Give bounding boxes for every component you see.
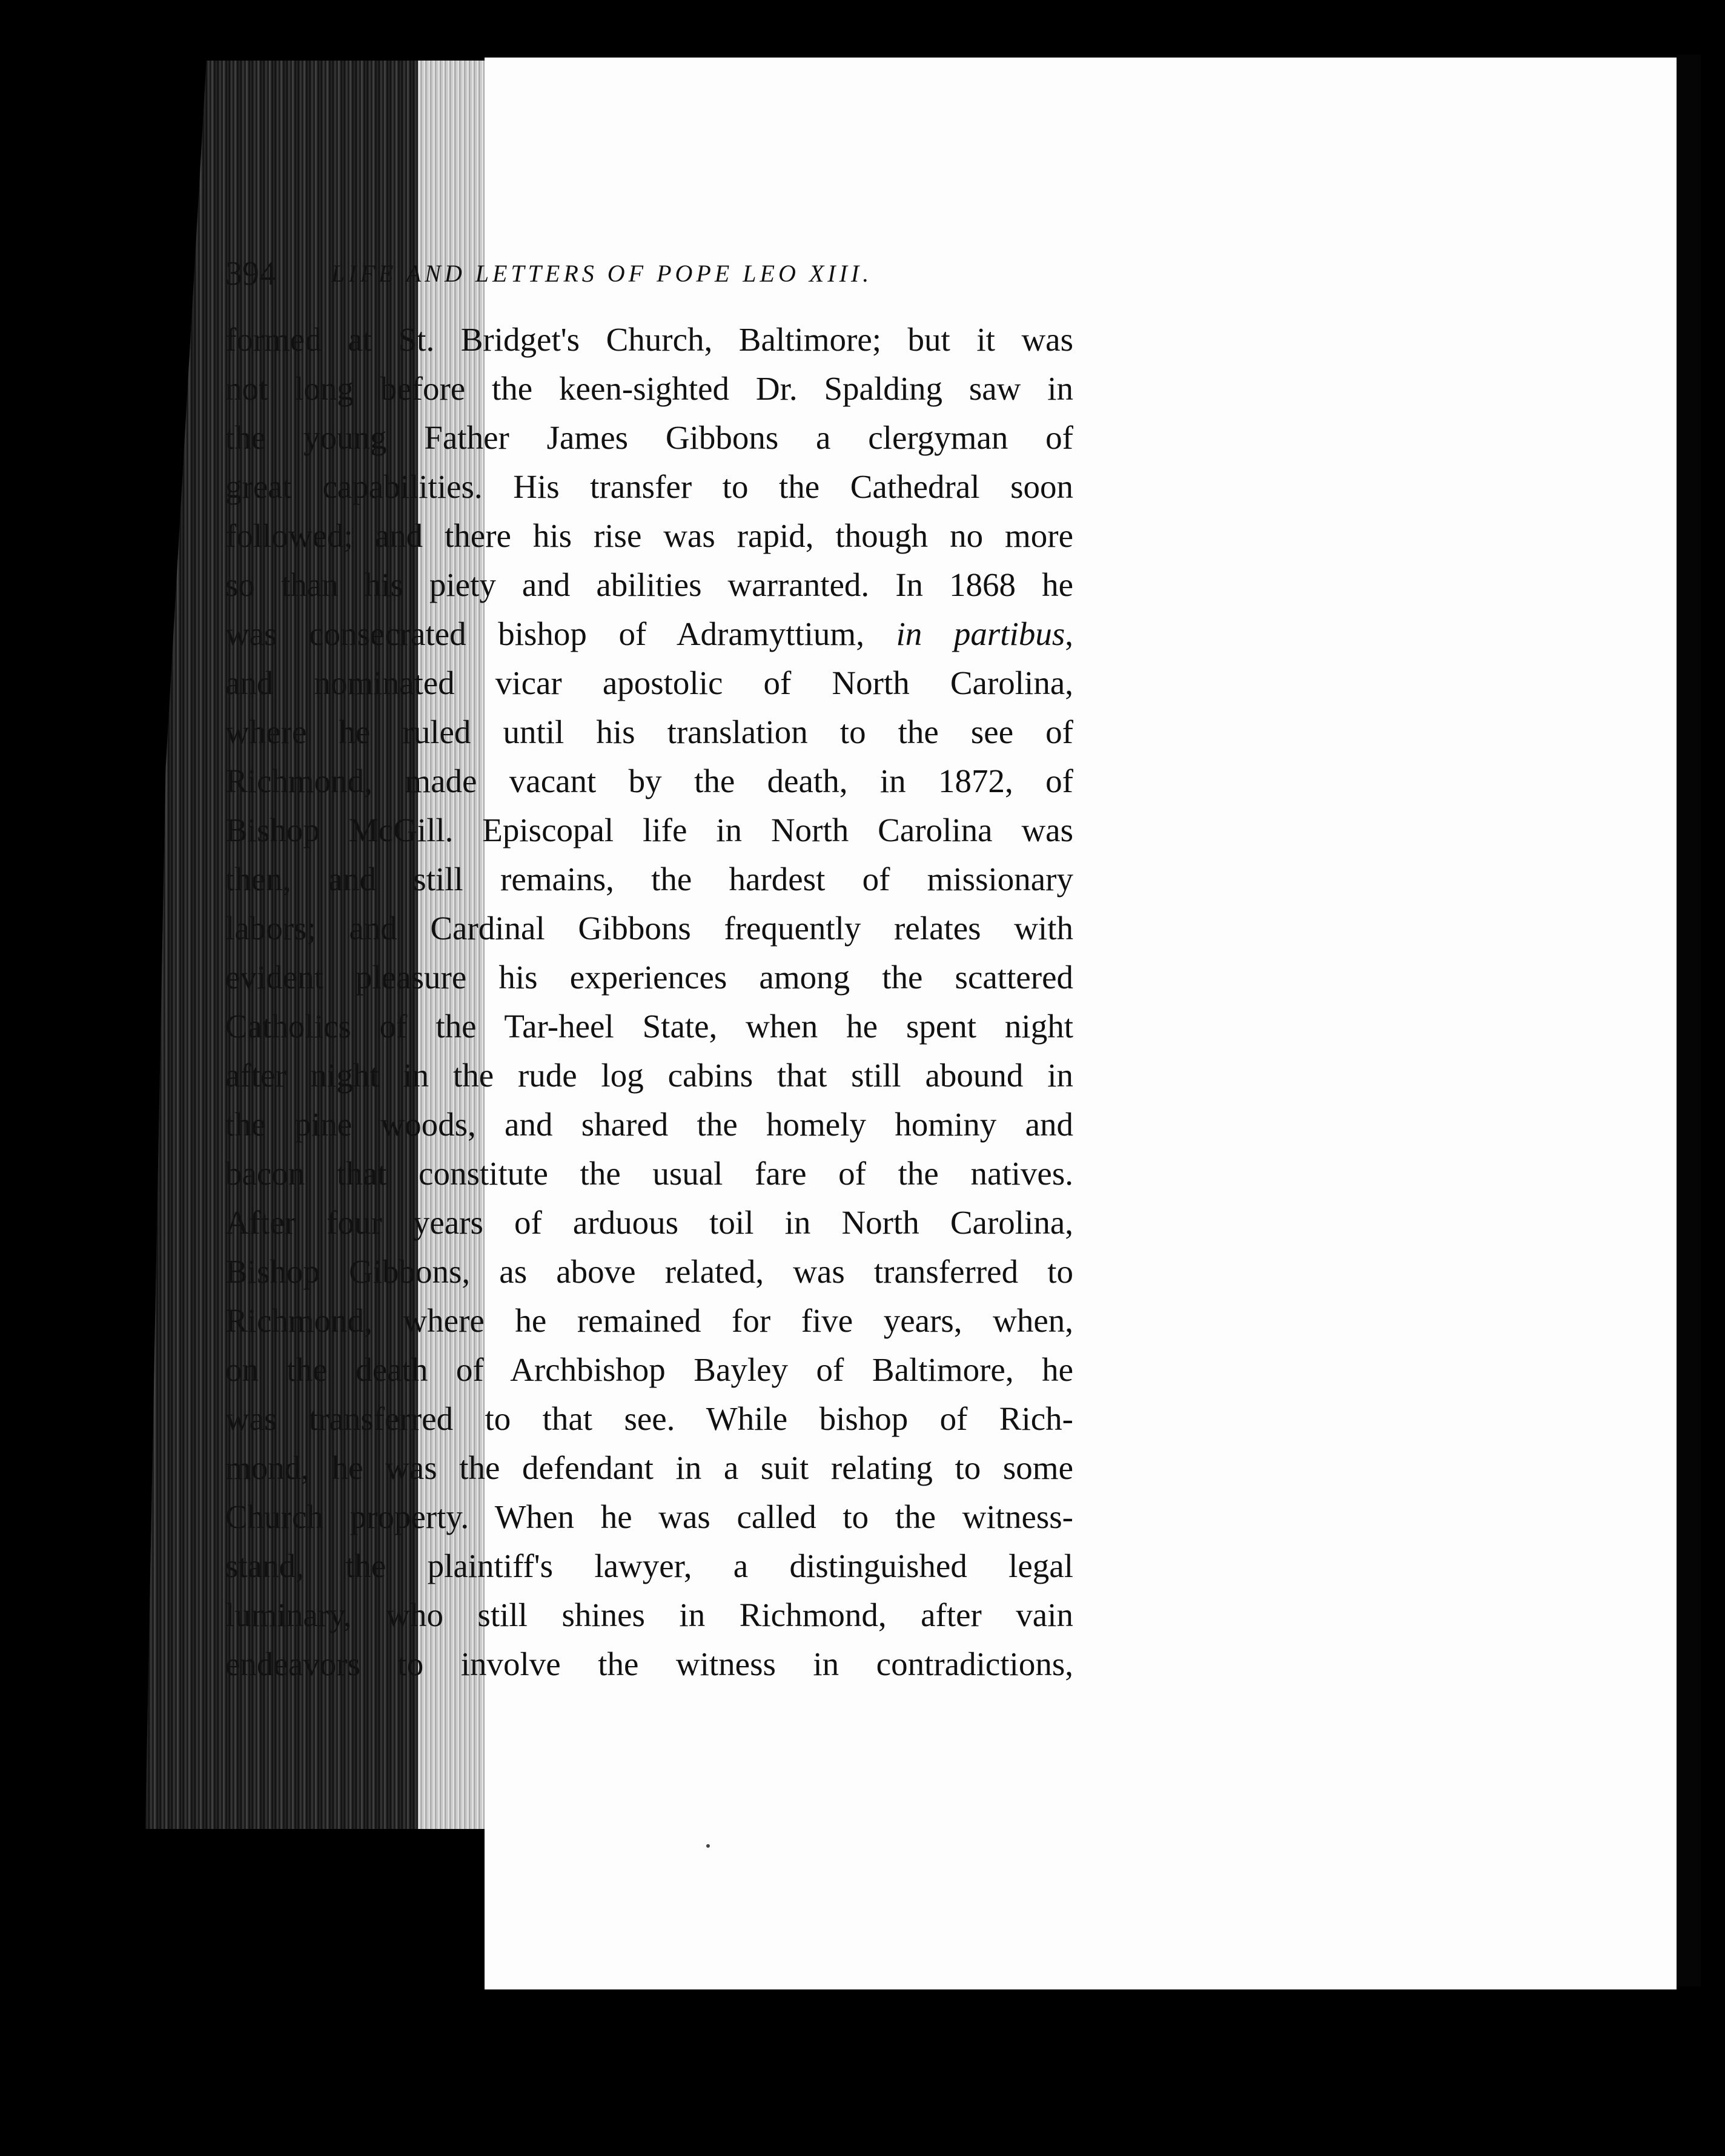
text-line: where he ruled until his translation to the see of — [225, 713, 1073, 750]
text-line: followed; and there his rise was rapid, though no more — [225, 517, 1073, 554]
ink-speck — [706, 1844, 710, 1848]
text-line: luminary, who still shines in Richmond, after vain — [225, 1596, 1073, 1633]
text-line: then, and still remains, the hardest of missionary — [225, 861, 1073, 898]
text-line: evident pleasure his experiences among the scattered — [225, 959, 1073, 996]
text-line: the pine woods, and shared the homely hominy and — [225, 1106, 1073, 1143]
text-line: endeavors to involve the witness in contradictions, — [225, 1645, 1073, 1682]
text-line: so than his piety and abilities warranted. In 1868 he — [225, 566, 1073, 603]
text-segment: was consecrated bishop of Adramyttium, — [225, 615, 896, 652]
text-line: After four years of arduous toil in North Carolina, — [225, 1204, 1073, 1241]
text-line: after night in the rude log cabins that still abound in — [225, 1057, 1073, 1094]
text-line: Bishop McGill. Episcopal life in North Carolina was — [225, 812, 1073, 848]
text-line: Catholics of the Tar-heel State, when he spent night — [225, 1008, 1073, 1045]
text-line: formed at St. Bridget's Church, Baltimore; but it was — [225, 321, 1073, 358]
text-line-with-italic — [225, 609, 1073, 658]
text-line: bacon that constitute the usual fare of the natives. — [225, 1155, 1073, 1192]
text-line: not long before the keen-sighted Dr. Spalding saw in — [225, 370, 1073, 407]
text-line: Richmond, where he remained for five years, when, — [225, 1302, 1073, 1339]
running-head — [225, 250, 1013, 298]
text-line: on the death of Archbishop Bayley of Baltimore, he — [225, 1351, 1073, 1388]
text-line: and nominated vicar apostolic of North Carolina, — [225, 664, 1073, 701]
italic-phrase: in partibus — [896, 615, 1065, 652]
right-shadow — [1677, 55, 1701, 1986]
text-line: Church property. When he was called to the witness- — [225, 1498, 1073, 1535]
page-number: 394 — [225, 255, 276, 293]
text-segment: , — [1065, 615, 1073, 652]
text-line: Richmond, made vacant by the death, in 1872, of — [225, 762, 1073, 799]
text-line: was transferred to that see. While bishop of Rich- — [225, 1400, 1073, 1437]
text-line: Bishop Gibbons, as above related, was transferred to — [225, 1253, 1073, 1290]
running-title: LIFE AND LETTERS OF POPE LEO XIII. — [331, 260, 873, 287]
text-line: mond, he was the defendant in a suit relating to some — [225, 1449, 1073, 1486]
body-text — [225, 315, 1073, 1688]
text-line: the young Father James Gibbons a clergyman of — [225, 419, 1073, 456]
text-line: labors; and Cardinal Gibbons frequently relates with — [225, 910, 1073, 947]
text-line: great capabilities. His transfer to the Cathedral soon — [225, 468, 1073, 505]
text-line: stand, the plaintiff's lawyer, a distinguished legal — [225, 1547, 1073, 1584]
